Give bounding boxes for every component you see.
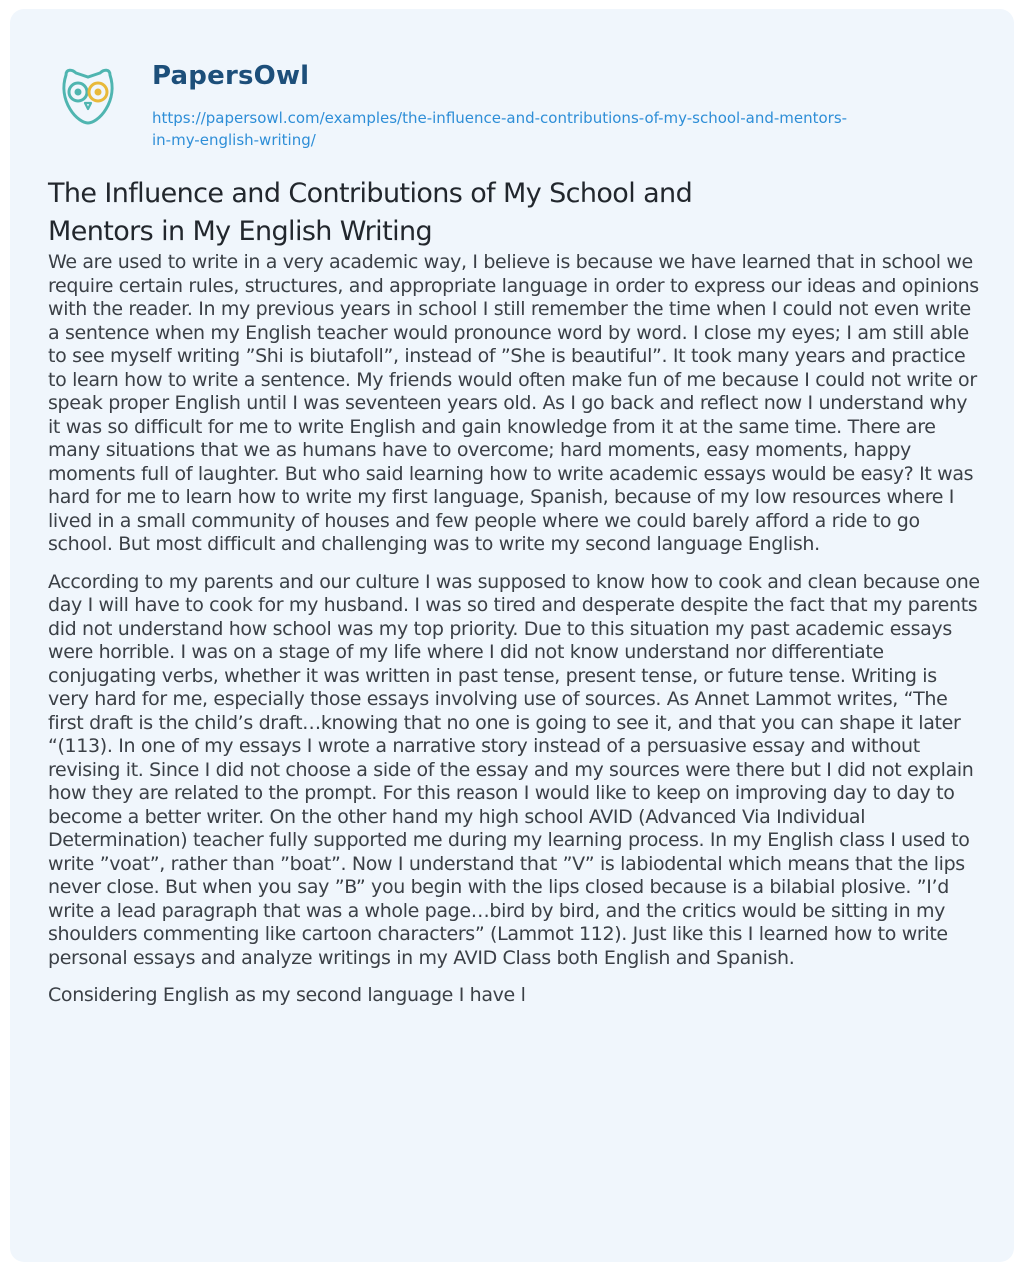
article-paragraph: Considering English as my second language I have l [48, 984, 526, 1006]
article-title: The Influence and Contributions of My School and Mentors in My English Writing [48, 178, 693, 247]
document-card [10, 9, 1014, 1262]
article-body [48, 251, 980, 1022]
source-url-link[interactable] [152, 107, 952, 151]
source-url-line-1: https://papersowl.com/examples/the-influence-and-contributions-of-my-school-and-mentors- [152, 109, 848, 127]
article-paragraph: We are used to write in a very academic way, I believe is because we have learned that in school we require certain rules, structures, and appropriate language in order to express our ideas and opinions with the reader. In my previous years in school I still remember the time when I could not even write a sentence when my English teacher would pronounce word by word. I close my eyes; I am still able to see myself writing ”Shi is biutafoll”, instead of ”She is beautiful”. It took many years and practice to learn how to write a sentence. My friends would often make fun of me because I could not write or speak proper English until I was seventeen years old. As I go back and reflect now I understand why it was so difficult for me to write English and gain knowledge from it at the same time. There are many situations that we as humans have to overcome; hard moments, easy moments, happy moments full of laughter. But who said learning how to write academic essays would be easy? It was hard for me to learn how to write my first language, Spanish, because of my low resources where I lived in a small community of houses and few people where we could barely afford a ride to go school. But most difficult and challenging was to write my second language English. [48, 251, 979, 555]
brand-name: PapersOwl [152, 61, 310, 91]
article-paragraph: According to my parents and our culture I was supposed to know how to cook and clean because one day I will have to cook for my husband. I was so tired and desperate despite the fact that my parents did not understand how school was my top priority. Due to this situation my past academic essays were horrible. I was on a stage of my life where I did not know understand nor differentiate conjugating verbs, whether it was written in past tense, present tense, or future tense. Writing is very hard for me, especially those essays involving use of sources. As Annet Lammot writes, “The first draft is the child’s draft…knowing that no one is going to see it, and that you can shape it later “(113). In one of my essays I wrote a narrative story instead of a persuasive essay and without revising it. Since I did not choose a side of the essay and my sources were there but I did not explain how they are related to the prompt. For this reason I would like to keep on improving day to day to become a better writer. On the other hand my high school AVID (Advanced Via Individual Determination) teacher fully supported me during my learning process. In my English class I used to write ”voat”, rather than ”boat”. Now I understand that ”V” is labiodental which means that the lips never close. But when you say ”B” you begin with the lips closed because is a bilabial plosive. ”I’d write a lead paragraph that was a whole page…bird by bird, and the critics would be sitting in my shoulders commenting like cartoon characters” (Lammot 112). Just like this I learned how to write personal essays and analyze writings in my AVID Class both English and Spanish. [48, 570, 980, 969]
owl-logo-icon [58, 65, 158, 165]
source-url-line-2: in-my-english-writing/ [152, 131, 316, 149]
